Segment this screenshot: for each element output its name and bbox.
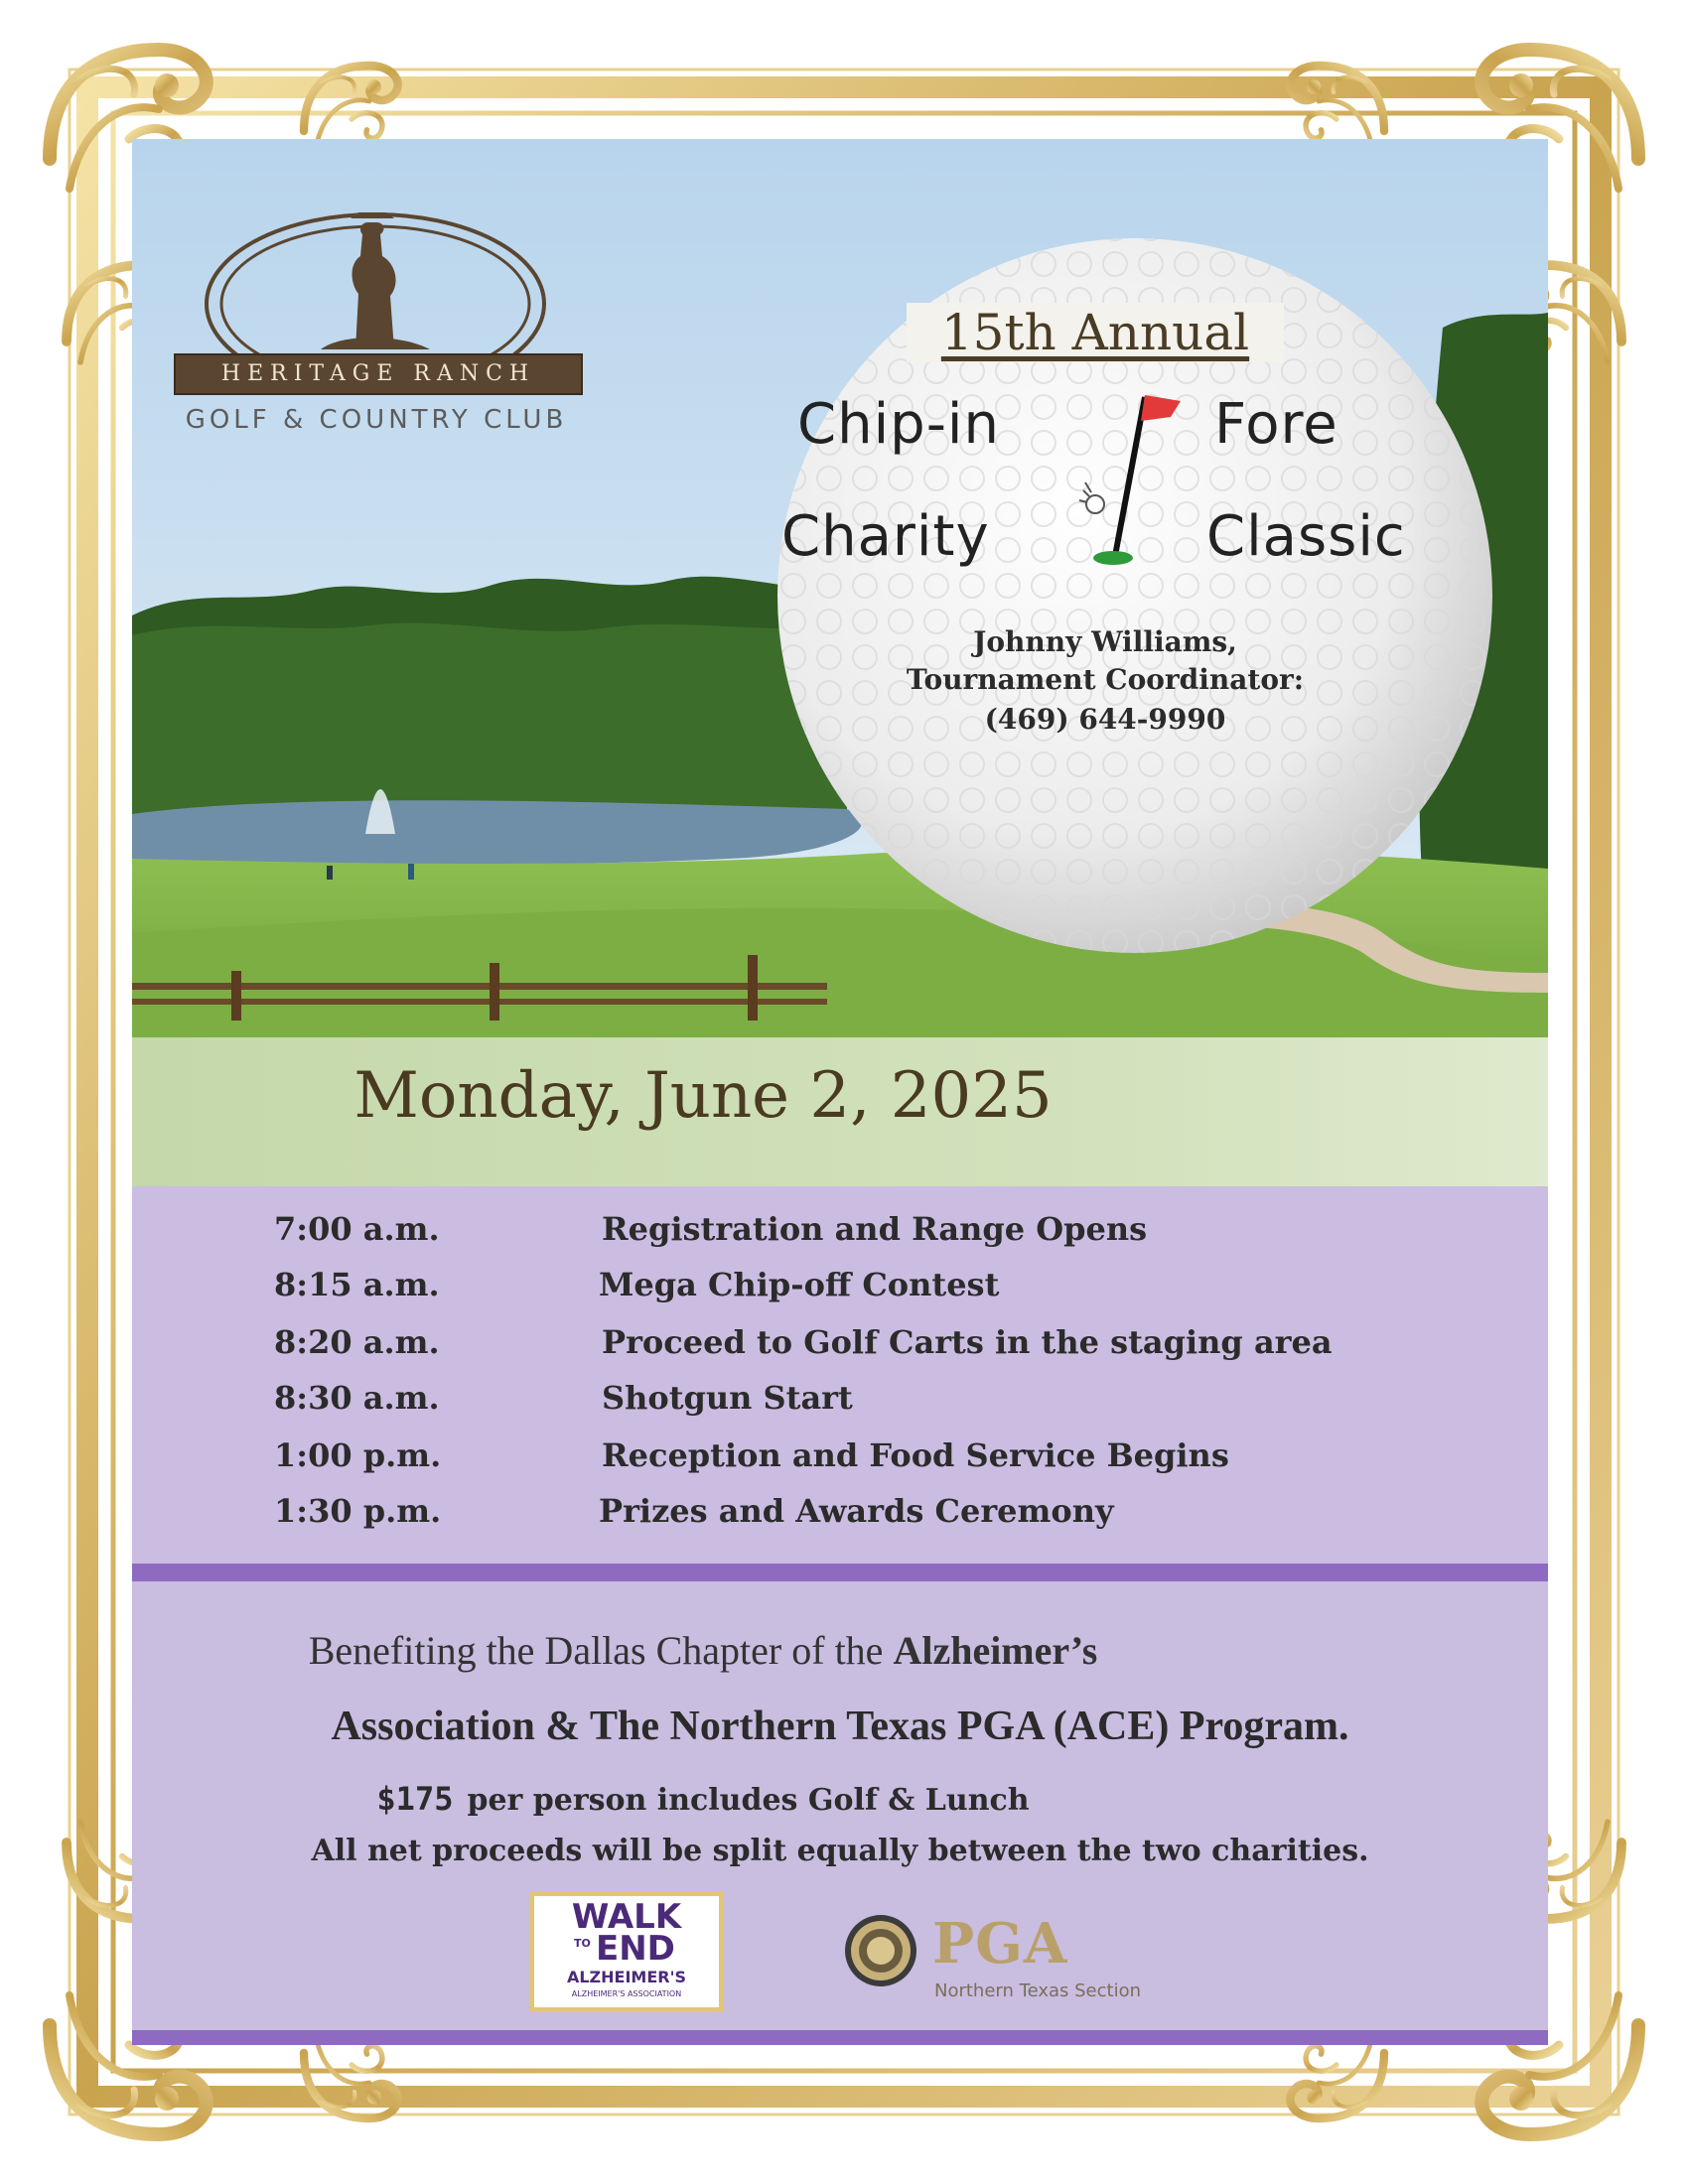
walk-logo-end: END bbox=[596, 1929, 675, 1969]
schedule-row bbox=[132, 1379, 1548, 1434]
date-band bbox=[132, 1037, 1548, 1186]
price-text: per person includes Golf & Lunch bbox=[467, 1783, 1030, 1818]
walk-logo-to: TO bbox=[574, 1937, 591, 1950]
walk-logo-association: ALZHEIMER'S ASSOCIATION bbox=[571, 1989, 682, 1998]
flyer-panel bbox=[132, 139, 1548, 2045]
coordinator-phone: (469) 644-9990 bbox=[984, 703, 1226, 736]
pga-seal-icon bbox=[843, 1913, 918, 1988]
proceeds-line: All net proceeds will be split equally between the two charities. bbox=[311, 1834, 1369, 1868]
heritage-ranch-logo bbox=[152, 175, 579, 435]
pga-section-label: Northern Texas Section bbox=[934, 1980, 1141, 2001]
schedule-time: 8:30 a.m. bbox=[274, 1379, 440, 1417]
logo-subtitle: GOLF & COUNTRY CLUB bbox=[185, 405, 568, 435]
schedule-event: Prizes and Awards Ceremony bbox=[599, 1492, 1114, 1530]
schedule-row bbox=[132, 1266, 1548, 1321]
cowboy-horse-logo-art bbox=[192, 175, 559, 353]
title-charity: Charity bbox=[781, 504, 990, 569]
schedule-row bbox=[132, 1210, 1548, 1266]
walk-logo-walk: WALK bbox=[571, 1897, 682, 1937]
schedule-event: Shotgun Start bbox=[602, 1379, 853, 1417]
schedule-time: 8:20 a.m. bbox=[274, 1323, 440, 1361]
schedule-time: 8:15 a.m. bbox=[274, 1266, 440, 1303]
schedule-row bbox=[132, 1492, 1548, 1548]
schedule bbox=[132, 1186, 1548, 1564]
benefit-line-2: Association & The Northern Texas PGA (ACE) Program. bbox=[331, 1704, 1349, 1749]
annual-label: 15th Annual bbox=[907, 303, 1284, 362]
schedule-row bbox=[132, 1436, 1548, 1492]
title-classic: Classic bbox=[1206, 504, 1406, 569]
purple-divider bbox=[132, 1564, 1548, 1581]
walk-to-end-alzheimers-logo bbox=[529, 1891, 724, 2012]
price: $175 bbox=[376, 1780, 454, 1818]
bottom-purple-strip bbox=[132, 2030, 1548, 2045]
benefit-line-1-text: Benefiting the Dallas Chapter of the bbox=[308, 1628, 894, 1673]
title-chip-in: Chip-in bbox=[797, 392, 1000, 457]
benefit-line-1 bbox=[132, 1627, 1274, 1674]
coordinator-title: Tournament Coordinator: bbox=[906, 663, 1305, 696]
walk-logo-alzheimers: ALZHEIMER'S bbox=[566, 1968, 687, 1986]
price-line bbox=[132, 1780, 1274, 1818]
schedule-time: 1:30 p.m. bbox=[274, 1492, 442, 1530]
schedule-event: Registration and Range Opens bbox=[602, 1210, 1148, 1248]
coordinator-name: Johnny Williams, bbox=[973, 625, 1237, 658]
schedule-event: Reception and Food Service Begins bbox=[602, 1436, 1229, 1474]
schedule-row bbox=[132, 1323, 1548, 1379]
logo-name: HERITAGE RANCH bbox=[220, 361, 536, 386]
schedule-time: 7:00 a.m. bbox=[274, 1210, 440, 1248]
pga-wordmark: PGA bbox=[932, 1911, 1068, 1977]
schedule-event: Mega Chip-off Contest bbox=[599, 1266, 1000, 1303]
event-date: Monday, June 2, 2025 bbox=[353, 1059, 1053, 1133]
golf-flag-icon bbox=[1075, 387, 1185, 566]
schedule-time: 1:00 p.m. bbox=[274, 1436, 442, 1474]
schedule-event: Proceed to Golf Carts in the staging area bbox=[602, 1323, 1333, 1361]
golf-ball-title bbox=[777, 238, 1492, 953]
title-fore: Fore bbox=[1214, 392, 1338, 457]
benefit-line-1-bold: Alzheimer’s bbox=[893, 1628, 1098, 1673]
benefit-section bbox=[132, 1581, 1548, 2045]
logo-nameplate bbox=[174, 353, 583, 395]
